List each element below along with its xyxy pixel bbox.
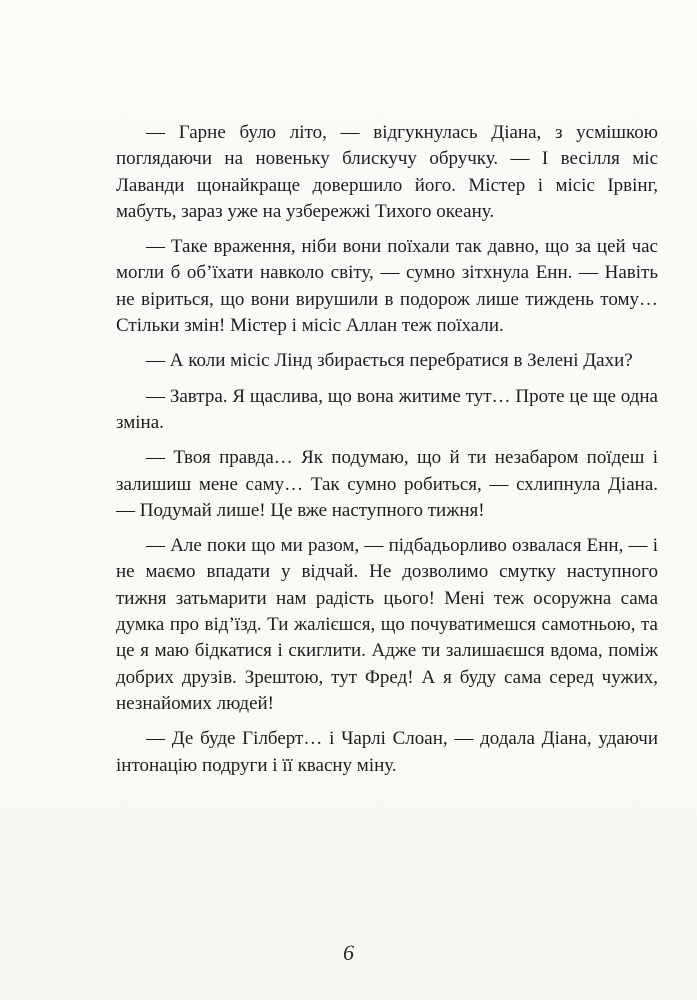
- page-number: 6: [343, 940, 354, 965]
- paragraph: — А коли місіс Лінд збирається перебратися в Зелені Дахи?: [146, 350, 633, 372]
- body-text: [116, 120, 658, 788]
- paragraph: — Таке враження, ніби вони поїхали так давно, що за цей час могли б об’їхати навколо світу, — сумно зітхнула Енн. — Навіть не віриться, що вони вирушили в подорож лише тиждень тому… Стільки змін! Містер і місіс Аллан теж поїхали.: [116, 236, 658, 337]
- paragraph: — Гарне було літо, — відгукнулась Діана, з усмішкою поглядаючи на новеньку блискучу обручку. — І весілля міс Лаванди щонайкраще довершило його. Містер і місіс Ірвінг, мабуть, зараз уже на узбережжі Тихого океану.: [116, 122, 658, 222]
- paragraph: — Де буде Гілберт… і Чарлі Слоан, — додала Діана, удаючи інтонацію подруги і її квасну міну.: [116, 728, 658, 776]
- paragraph: — Твоя правда… Як подумаю, що й ти незабаром поїдеш і залишиш мене саму… Так сумно робиться, — схлипнула Діана. — Подумай лише! Це вже наступного тижня!: [116, 447, 658, 521]
- paragraph: — Але поки що ми разом, — підбадьорливо озвалася Енн, — і не маємо впадати у відчай. Не дозволимо смутку наступного тижня затьмарити нам радість цього! Мені теж осоружна сама думка про від’їзд. Ти жалієшся, що почуватимешся самотньою, та це я маю бідкатися і скиглити. Адже ти залишаєшся вдома, поміж добрих друзів. Зрештою, тут Фред! А я буду сама серед чужих, незнайомих людей!: [116, 535, 658, 714]
- paragraph: — Завтра. Я щаслива, що вона житиме тут… Проте це ще одна зміна.: [116, 385, 658, 433]
